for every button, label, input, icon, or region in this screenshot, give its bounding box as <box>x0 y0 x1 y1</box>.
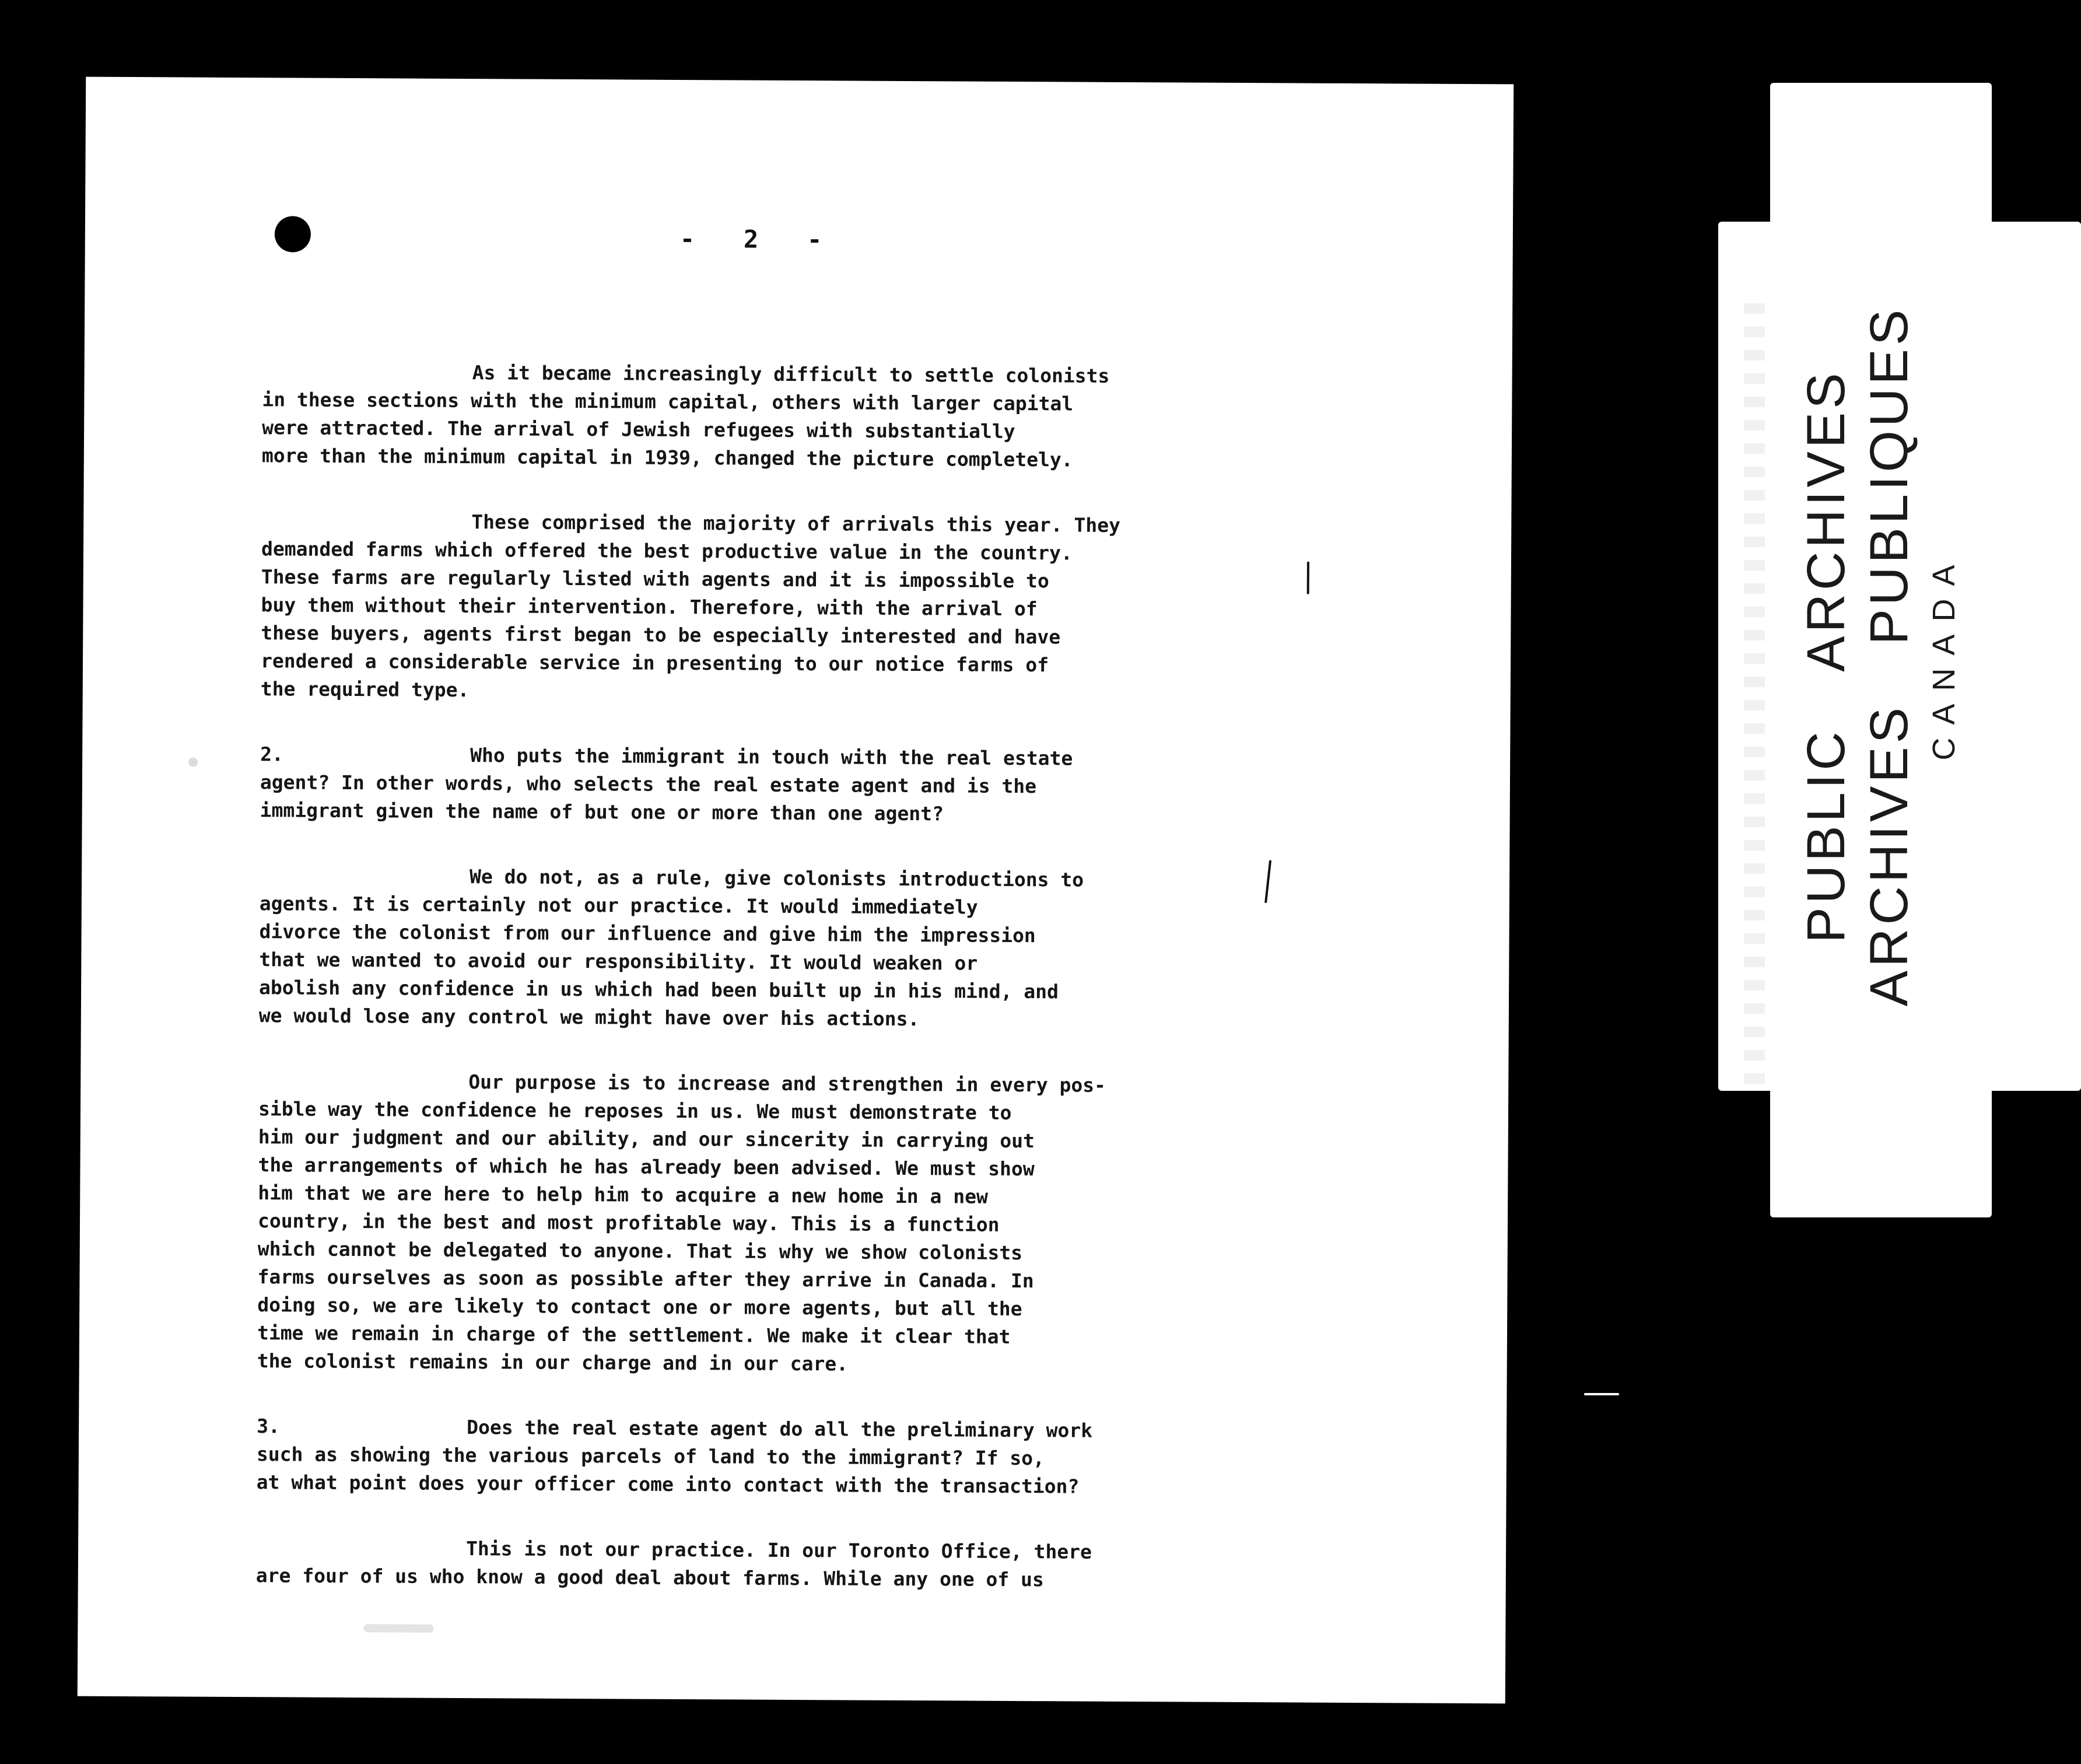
punch-hole <box>275 216 311 252</box>
paragraph-text: These comprised the majority of arrivals this year. They demanded farms which offered the best productive value in the country. These farms are regularly listed with agents and it is impossible to buy them without their intervention. Therefore, with the arrival of these buyers, agents first began to be especially interested and have rendered a considerable service in presenting to our notice farms of the required type. <box>260 510 1120 702</box>
question-number: 2. <box>260 743 284 766</box>
film-dust <box>1584 1393 1619 1395</box>
paragraph-text: We do not, as a rule, give colonists introductions to agents. It is certainly not our practice. It would immediately divorce the colonist from our influence and give him the impression that we wanted to avoid our responsibility. It would weaken or abolish any confidence in us which had been built up in his mind, and we would lose any control we might have over his actions. <box>258 865 1084 1031</box>
faint-reference-strip <box>1744 303 1765 1091</box>
archive-stamp <box>1795 248 2005 1065</box>
question-text: Does the real estate agent do all the preliminary work such as showing the various parcels of land to the immigrant? If so, at what point does your officer come into contact with the transaction? <box>256 1416 1093 1498</box>
paragraph-text: As it became increasingly difficult to settle colonists in these sections with the minimum capital, others with larger capital were attracted. The arrival of Jewish refugees with substantially more than the minimum capital in 1939, changed the picture completely. <box>261 361 1110 471</box>
stamp-line-2 <box>1858 248 1921 1065</box>
film-dust <box>238 168 243 173</box>
paragraph-text: Our purpose is to increase and strengthen in every pos- sible way the confidence he reposes in us. We must demonstrate to him our judgment and our ability, and our sincerity in carrying out the arrangements of which he has already been advised. We must show him that we are here to help him to acquire a new home in a new country, in the best and most profitable way. This is a function which cannot be delegated to anyone. That is why we show colonists farms ourselves as soon as possible after they arrive in Canada. In doing so, we are likely to contact one or more agents, but all the time we remain in charge of the settlement. We make it clear that the colonist remains in our charge and in our care. <box>257 1070 1106 1376</box>
paragraph-colonists-capital <box>262 358 1406 475</box>
stamp-word: PUBLIQUES <box>1859 306 1919 645</box>
question-3 <box>257 1412 1400 1502</box>
paragraph-text: This is not our practice. In our Toronto Office, there are four of us who know a good deal about farms. While any one of us <box>255 1537 1092 1591</box>
paragraph-purpose <box>257 1067 1402 1381</box>
paragraph-arrivals <box>261 507 1405 709</box>
question-number: 3. <box>257 1415 281 1438</box>
stamp-word: ARCHIVES <box>1859 704 1919 1007</box>
document-page <box>78 77 1514 1704</box>
stamp-line-1 <box>1795 248 1858 1065</box>
paragraph-practice <box>256 1534 1399 1595</box>
margin-mark <box>1307 562 1309 594</box>
question-2 <box>260 740 1404 830</box>
document-body <box>255 358 1405 1633</box>
stamp-word: ARCHIVES <box>1796 369 1856 672</box>
paper-speck <box>363 1624 433 1633</box>
film-dust <box>157 167 163 172</box>
question-text: Who puts the immigrant in touch with the real estate agent? In other words, who selects the real estate agent and is the immigrant given the name of but one or more than one agent? <box>260 744 1073 825</box>
paragraph-introductions <box>259 862 1403 1035</box>
paper-speck <box>188 758 198 767</box>
stamp-word: PUBLIC <box>1796 728 1856 943</box>
stamp-line-3: CANADA <box>1926 552 1961 761</box>
page-number: - 2 - <box>679 224 824 254</box>
